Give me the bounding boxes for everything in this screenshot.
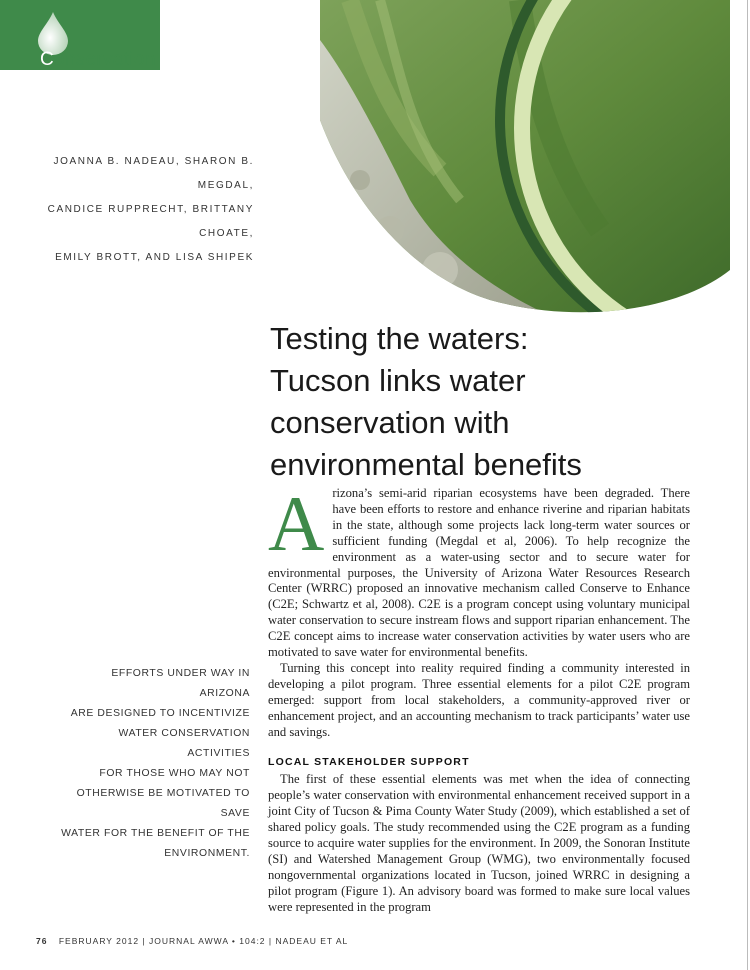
- pull-quote-line: ENVIRONMENT.: [164, 848, 250, 859]
- article-title: [270, 318, 730, 486]
- body-paragraph: The first of these essential elements was met when the idea of connecting people’s water conservation with environmental enhancement received support in a joint City of Tucson & Pima County Water Study (2009), which established a set of shared policy goals. The study recommended using the C2E program as a funding source to acquire water supplies for the environment. In 2009, the Sonoran Institute (SI) and Watershed Management Group (WMG), two environmentally focused nongovernmental organizations located in Tucson, joined WRRC in designing a pilot program (Figure 1). An advisory board was formed to make sure local values were represented in the program: [268, 772, 690, 914]
- section-label: [40, 49, 156, 71]
- title-line: environmental benefits: [270, 447, 582, 482]
- page-edge-rule: [747, 0, 748, 970]
- footer-text: FEBRUARY 2012 | JOURNAL AWWA • 104:2 | NADEAU ET AL: [58, 936, 349, 946]
- paragraph-text: rizona’s semi-arid riparian ecosystems have been degraded. There have been efforts to restore and enhance riverine and riparian habitats in the state, although some projects lack long-term water sources or sufficient funding (Megdal et al, 2006). To help recognize the environment as a water-using sector and to secure water for environmental purposes, the University of Arizona Water Resources Research Center (WRRC) proposed an innovative mechanism called Conserve to Enhance (C2E; Schwartz et al, 2008). C2E is a program concept using voluntary municipal water conservation to secure instream flows and support riparian enhancement. The C2E concept aims to increase water conservation activities by water users who are motivated to save water for environmental benefits.: [268, 486, 690, 660]
- drop-cap: A: [268, 480, 325, 567]
- pull-quote: [60, 664, 250, 864]
- author-list: [0, 150, 254, 270]
- body-paragraph: [268, 480, 690, 661]
- pull-quote-line: ARE DESIGNED TO INCENTIVIZE: [70, 708, 250, 719]
- title-line: conservation with: [270, 405, 510, 440]
- section-label-rest: onservation: [54, 49, 156, 70]
- page-footer: [36, 936, 348, 946]
- title-line: Testing the waters:: [270, 321, 529, 356]
- body-paragraph: Turning this concept into reality required finding a community interested in developing a pilot program. Three essential elements for a pilot C2E program emerged: support from local stakeholders, a community-approved river or enhancement project, and an accounting mechanism to track participants’ water use and savings.: [268, 660, 690, 739]
- article-body: [268, 480, 690, 916]
- author-line: CANDICE RUPPRECHT, BRITTANY CHOATE,: [47, 204, 254, 239]
- pull-quote-line: OTHERWISE BE MOTIVATED TO SAVE: [76, 788, 250, 819]
- pull-quote-line: WATER FOR THE BENEFIT OF THE: [61, 828, 250, 839]
- pull-quote-line: EFFORTS UNDER WAY IN ARIZONA: [111, 668, 250, 699]
- grass-photo: [320, 0, 730, 320]
- section-label-initial: C: [40, 49, 55, 70]
- title-line: Tucson links water: [270, 363, 526, 398]
- author-line: JOANNA B. NADEAU, SHARON B. MEGDAL,: [53, 156, 254, 191]
- pull-quote-line: WATER CONSERVATION ACTIVITIES: [118, 728, 250, 759]
- page-number: 76: [36, 936, 48, 946]
- section-subhead: LOCAL STAKEHOLDER SUPPORT: [268, 755, 470, 768]
- author-line: EMILY BROTT, AND LISA SHIPEK: [55, 252, 254, 263]
- pull-quote-line: FOR THOSE WHO MAY NOT: [99, 768, 250, 779]
